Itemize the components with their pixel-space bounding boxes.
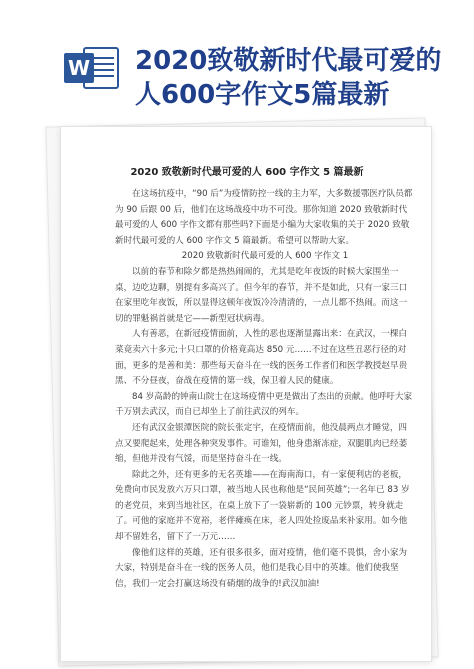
page-header: [0, 0, 474, 118]
body-paragraph: 像他们这样的英雄，还有很多很多，面对疫情，他们毫不畏惧，舍小家为大家，特别是奋斗在一线的医务人员，他们是我心目中的英雄。他们使我坚信，我们一定会打赢这场没有硝烟的战争的!武汉加油!: [115, 547, 408, 589]
body-paragraph: 还有武汉金银潭医院的院长张定宇，在疫情面前，他没晨两点才睡觉，四点又要爬起来，处理各种突发事件。可谁知，他身患渐冻症，双腿肌肉已经萎缩，但他并没有气馁，而是坚持奋斗在一线。: [115, 422, 408, 465]
document-body: [115, 187, 415, 592]
document-title: 2020 致敬新时代最可爱的人 600 字作文 5 篇最新: [130, 167, 364, 178]
section-heading: 2020 致敬新时代最可爱的人 600 字作文 1: [181, 251, 349, 262]
svg-text:W: W: [67, 56, 91, 80]
body-paragraph: 84 岁高龄的钟南山院士在这场疫情中更是做出了杰出的贡献。他呼吁大家千万别去武汉，而自已却坐上了前往武汉的列车。: [115, 391, 413, 418]
body-paragraph: 人有善恶，在新冠疫情面前，人性的恶也逐渐显露出来：在武汉，一棵白菜竟卖六十多元;十只口罩的价格竟高达 850 元……不过在这些丑恶行径的对面，更多的是善和美：那些每天奋斗在一线的医务工作者们和医学教授赵早贵黑、不分昼夜，奋战在疫情的第一线，保卫着人民的健康。: [115, 329, 408, 387]
document-page: [60, 126, 432, 662]
intro-paragraph: 在这场抗疫中，“90 后”为疫情防控一线的主力军，大多数援鄂医疗队员都为 90 后跟 00 后，他们在这场战疫中功不可没。那你知道 2020 致敬新时代最可爱的人 600 字作文都有那些吗?下面是小编为大家收集的关于 2020 致敬新时代最可爱的人 600 字作文 5 篇最新。希望可以帮助大家。: [115, 189, 413, 246]
page-title-line-2: 人600字作文5篇最新: [135, 80, 390, 110]
body-paragraph: 以前的春节和除夕都是热热闹闹的，尤其是吃年夜饭的时候大家围坐一桌，边吃边聊，别提有多高兴了。但今年的春节，并不是如此，只有一家三口在家里吃年夜饭，所以显得这顿年夜饭冷冷清清的，一点儿都不热闹。而这一切的罪魁祸首就是它——新型冠状病毒。: [115, 266, 408, 324]
body-paragraph: 除此之外，还有更多的无名英雄——在海南海口，有一家便利店的老板，免费向市民发放六万只口罩，被当地人民也称他是“民间英雄”;一名年已 83 岁的老党员，来到当地社区，在桌上放下了一袋崭新的 100 元钞票，转身就走了。可他的家庭并不宽裕，老伴瘫痪在床，老人四处捡废品来补家用。如今他却不留姓名，留下了一万元……: [115, 469, 410, 543]
page-title-line-1: 2020致敬新时代最可爱的: [135, 46, 442, 76]
word-document-icon: [62, 44, 120, 92]
